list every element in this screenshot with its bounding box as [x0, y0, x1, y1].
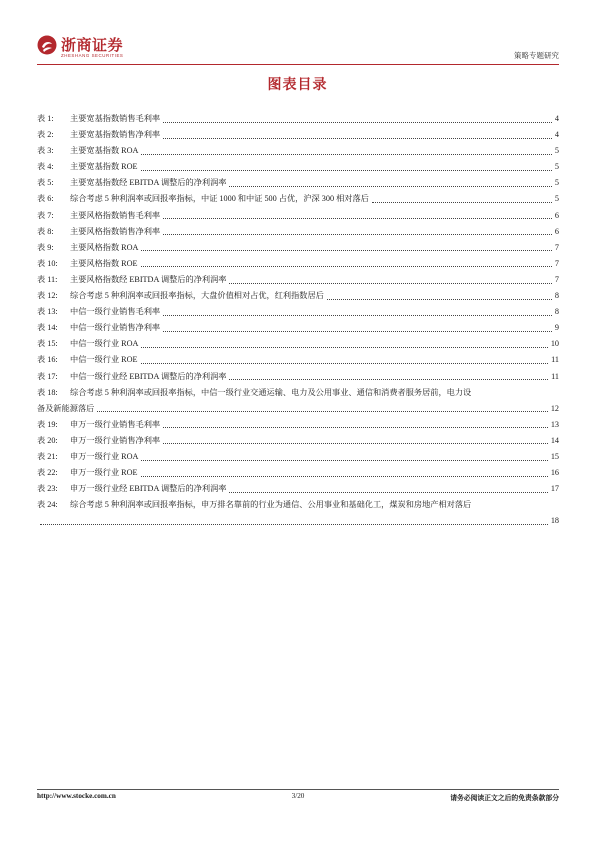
- toc-entry-page: 7: [554, 258, 559, 268]
- toc-entry-label: 表 8:: [37, 226, 54, 236]
- toc-entry[interactable]: [37, 481, 559, 497]
- toc-entry[interactable]: [37, 111, 559, 127]
- toc-leader-dots: [97, 411, 547, 412]
- toc-entry-page: 7: [554, 274, 559, 284]
- toc-entry[interactable]: [37, 385, 559, 417]
- footer-divider: [37, 789, 559, 790]
- toc-entry-page: 6: [554, 226, 559, 236]
- toc-entry-title: 综合考虑 5 种利润率或回报率指标，申万排名靠前的行业为通信、公用事业和基础化工，煤炭和房地产相对落后: [70, 500, 472, 510]
- toc-entry-page: 5: [554, 194, 559, 204]
- toc-entry[interactable]: [37, 143, 559, 159]
- toc-entry-page: 12: [550, 403, 559, 413]
- toc-entry-title-continued: 备及新能源落后: [37, 403, 95, 413]
- toc-entry[interactable]: [37, 159, 559, 175]
- toc-entry-page: 11: [551, 355, 559, 365]
- brand-logo-icon: [37, 35, 57, 55]
- toc-entry-title: 申万一级行业销售净利率: [70, 435, 161, 445]
- toc-entry-title: 中信一级行业销售毛利率: [70, 307, 161, 317]
- toc-leader-dots: [163, 315, 552, 316]
- toc-entry-title: 中信一级行业经 EBITDA 调整后的净利润率: [70, 371, 227, 381]
- toc-entry-page: 5: [554, 146, 559, 156]
- toc-entry[interactable]: [37, 449, 559, 465]
- toc-entry-title: 中信一级行业销售净利率: [70, 323, 161, 333]
- toc-entry-page: 15: [550, 451, 559, 461]
- toc-title: 图表目录: [267, 77, 328, 93]
- toc-leader-dots: [229, 379, 548, 380]
- toc-leader-dots: [163, 331, 552, 332]
- toc-leader-dots: [163, 443, 548, 444]
- toc-entry-title: 主要风格指数 ROA: [70, 242, 139, 252]
- toc-entry-label: 表 4:: [37, 162, 54, 172]
- toc-entry-label: 表 3:: [37, 146, 54, 156]
- toc-entry[interactable]: [37, 256, 559, 272]
- toc-leader-dots: [141, 266, 552, 267]
- toc-entry-title: 综合考虑 5 种利润率或回报率指标，大盘价值相对占优，红利指数居后: [70, 291, 324, 301]
- toc-entry-label: 表 21:: [37, 451, 58, 461]
- toc-entry[interactable]: [37, 127, 559, 143]
- toc-entry-page: 18: [550, 516, 559, 526]
- brand-name-en: ZHESHANG SECURITIES: [61, 53, 124, 58]
- toc-leader-dots: [141, 363, 549, 364]
- toc-entry-label: 表 10:: [37, 258, 58, 268]
- toc-entry-page: 8: [554, 307, 559, 317]
- toc-entry-page: 11: [551, 371, 559, 381]
- toc-entry-page: 7: [554, 242, 559, 252]
- toc-leader-dots: [327, 299, 552, 300]
- toc-entry[interactable]: [37, 352, 559, 368]
- brand-logo: [37, 34, 157, 62]
- toc-leader-dots: [141, 250, 551, 251]
- toc-entry-title: 主要宽基指数 ROE: [70, 162, 138, 172]
- toc-leader-dots: [372, 202, 552, 203]
- toc-entry[interactable]: [37, 272, 559, 288]
- toc-entry-label: 表 7:: [37, 210, 54, 220]
- toc-entry-label: 表 20:: [37, 435, 58, 445]
- toc-entry-label: 表 24:: [37, 500, 58, 510]
- toc-entry-label: 表 17:: [37, 371, 58, 381]
- toc-entry[interactable]: [37, 497, 559, 529]
- toc-entry-label: 表 13:: [37, 307, 58, 317]
- toc-entry-label: 表 22:: [37, 468, 58, 478]
- toc-leader-dots: [163, 122, 552, 123]
- toc-entry-page: 9: [554, 323, 559, 333]
- toc-entry-title: 主要宽基指数 ROA: [70, 146, 139, 156]
- toc-entry-page: 5: [554, 178, 559, 188]
- toc-entry-label: 表 23:: [37, 484, 58, 494]
- toc-leader-dots: [163, 427, 548, 428]
- toc-entry-title: 申万一级行业 ROE: [70, 468, 138, 478]
- toc-entry[interactable]: [37, 433, 559, 449]
- toc-entry[interactable]: [37, 208, 559, 224]
- toc-entry[interactable]: [37, 224, 559, 240]
- toc-entry[interactable]: [37, 191, 559, 207]
- toc-entry-page: 5: [554, 162, 559, 172]
- toc-entry-label: 表 2:: [37, 130, 54, 140]
- toc-entry-title: 主要宽基指数销售净利率: [70, 130, 161, 140]
- toc-entry-label: 表 9:: [37, 242, 54, 252]
- toc-entry[interactable]: [37, 288, 559, 304]
- toc-entry-label: 表 14:: [37, 323, 58, 333]
- toc-entry-label: 表 12:: [37, 291, 58, 301]
- toc-leader-dots: [141, 476, 548, 477]
- toc-leader-dots: [229, 283, 551, 284]
- toc-entry-page: 16: [550, 468, 559, 478]
- toc-entry-label: 表 15:: [37, 339, 58, 349]
- toc-entry-label: 表 5:: [37, 178, 54, 188]
- toc-leader-dots: [141, 347, 547, 348]
- table-of-figures: [37, 111, 559, 529]
- footer-website-link[interactable]: http://www.stocke.com.cn: [37, 792, 116, 800]
- toc-entry[interactable]: [37, 465, 559, 481]
- toc-entry-title: 主要宽基指数经 EBITDA 调整后的净利润率: [70, 178, 227, 188]
- toc-entry-page: 10: [550, 339, 559, 349]
- toc-entry[interactable]: [37, 240, 559, 256]
- toc-entry-page: 17: [550, 484, 559, 494]
- toc-entry-title: 主要宽基指数销售毛利率: [70, 114, 161, 123]
- toc-entry-page: 8: [554, 291, 559, 301]
- toc-leader-dots: [229, 186, 551, 187]
- toc-entry[interactable]: [37, 320, 559, 336]
- toc-entry-title: 综合考虑 5 种利润率或回报率指标，中信一级行业交通运输、电力及公用事业、通信和消费者服务居前，电力设: [70, 387, 472, 397]
- toc-entry-label: 表 11:: [37, 274, 58, 284]
- toc-entry-page: 4: [554, 114, 559, 123]
- toc-entry-title: 申万一级行业销售毛利率: [70, 419, 161, 429]
- toc-entry-label: 表 6:: [37, 194, 54, 204]
- toc-leader-dots: [141, 170, 552, 171]
- toc-entry-page: 14: [550, 435, 559, 445]
- toc-entry-label: 表 18:: [37, 387, 58, 397]
- toc-entry-title: 申万一级行业经 EBITDA 调整后的净利润率: [70, 484, 227, 494]
- toc-entry-title: 申万一级行业 ROA: [70, 451, 139, 461]
- toc-entry[interactable]: [37, 369, 559, 385]
- toc-entry-title: 主要风格指数销售净利率: [70, 226, 161, 236]
- toc-entry-title: 综合考虑 5 种利润率或回报率指标，中证 1000 和中证 500 占优，沪深 300 相对落后: [70, 194, 369, 204]
- header-divider: [37, 64, 559, 65]
- toc-entry[interactable]: [37, 417, 559, 433]
- toc-entry-title: 主要风格指数 ROE: [70, 258, 138, 268]
- toc-entry-label: 表 16:: [37, 355, 58, 365]
- page-footer: [37, 792, 559, 804]
- toc-entry[interactable]: [37, 175, 559, 191]
- toc-leader-dots: [141, 460, 547, 461]
- toc-entry-label: 表 1:: [37, 114, 54, 123]
- toc-entry[interactable]: [37, 336, 559, 352]
- document-type: 策略专题研究: [514, 51, 559, 60]
- toc-entry-page: 4: [554, 130, 559, 140]
- brand-name-cn: 浙商证券: [61, 36, 124, 54]
- toc-entry-title: 主要风格指数经 EBITDA 调整后的净利润率: [70, 274, 227, 284]
- toc-entry[interactable]: [37, 304, 559, 320]
- toc-entry-page: 13: [550, 419, 559, 429]
- toc-entry-label: 表 19:: [37, 419, 58, 429]
- toc-leader-dots: [141, 154, 551, 155]
- toc-entry-page: 6: [554, 210, 559, 220]
- toc-entry-title: 中信一级行业 ROE: [70, 355, 138, 365]
- toc-leader-dots: [163, 218, 552, 219]
- toc-entry-title: 中信一级行业 ROA: [70, 339, 139, 349]
- footer-page-number: 3/20: [291, 792, 305, 800]
- toc-leader-dots: [229, 492, 547, 493]
- toc-leader-dots: [163, 234, 552, 235]
- footer-disclaimer-note: 请务必阅读正文之后的免责条款部分: [450, 794, 559, 802]
- toc-leader-dots: [40, 524, 548, 525]
- toc-leader-dots: [163, 138, 552, 139]
- page-header: [37, 34, 559, 64]
- toc-entry-title: 主要风格指数销售毛利率: [70, 210, 161, 220]
